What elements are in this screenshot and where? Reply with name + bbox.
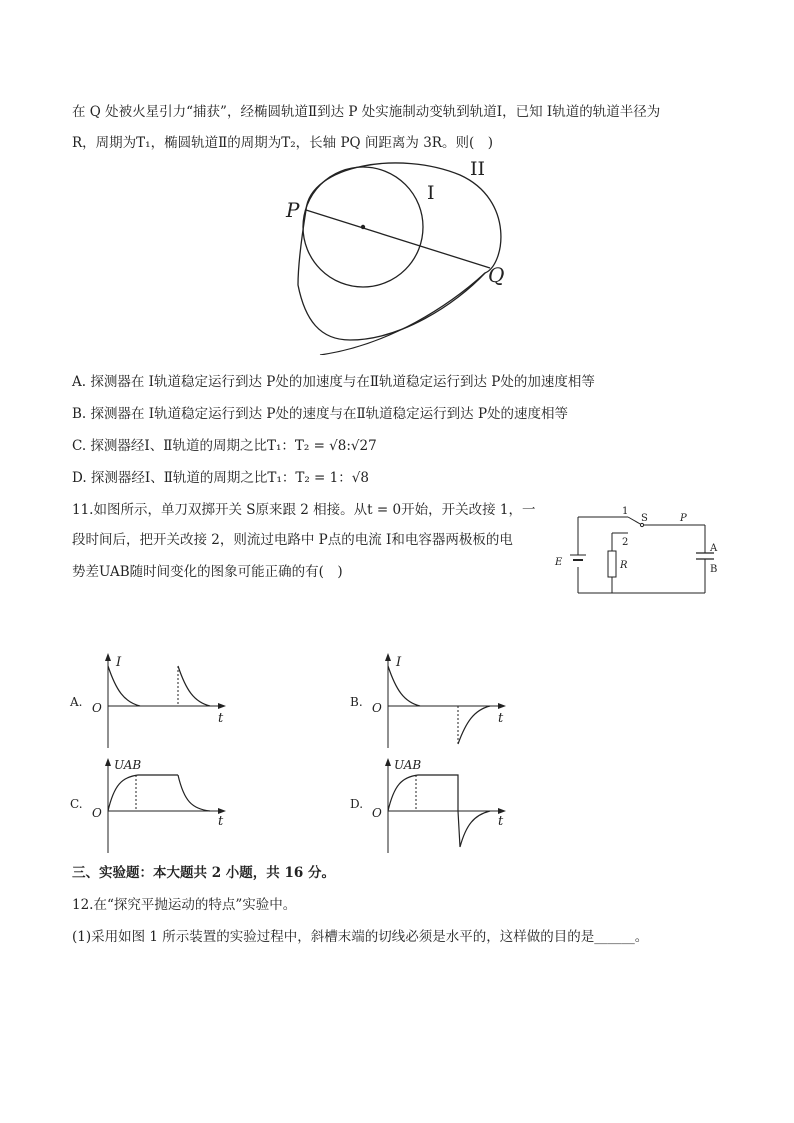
graph-b xyxy=(348,650,518,750)
option-label: B. xyxy=(350,695,363,709)
graph-d xyxy=(348,755,518,855)
q10-option-c: C. 探测器经Ⅰ、Ⅱ轨道的周期之比T₁：T₂ = √8:√27 xyxy=(72,438,377,454)
axis-origin: O xyxy=(92,701,102,715)
point-label-P: P xyxy=(680,513,687,524)
resistor-label-R: R xyxy=(620,560,628,571)
axis-label-x: t xyxy=(498,711,504,726)
axis-label-y: UAB xyxy=(394,758,422,772)
axis-label-y: I xyxy=(396,655,402,670)
cap-label-B: B xyxy=(710,564,718,575)
axis-label-y: I xyxy=(116,655,122,670)
q12-part1: (1)采用如图 1 所示装置的实验过程中，斜槽末端的切线必须是水平的，这样做的目的是______。 xyxy=(72,929,649,945)
switch-pos-2: 2 xyxy=(622,537,629,548)
decay-curve-negative xyxy=(458,706,490,744)
axis-label-x: t xyxy=(218,711,224,726)
decay-curve-positive xyxy=(388,666,420,706)
q11-stem-line3: 势差UAB随时间变化的图象可能正确的有( ) xyxy=(72,564,343,580)
q10-option-b: B. 探测器在 I轨道稳定运行到达 P处的速度与在Ⅱ轨道稳定运行到达 P处的速度相等 xyxy=(72,406,569,422)
q11-stem-line1: 11.如图所示，单刀双掷开关 S原来跟 2 相接。从t = 0开始，开关改接 1，一 xyxy=(72,502,536,518)
q10-stem-line2: R，周期为T₁，椭圆轨道Ⅱ的周期为T₂，长轴 PQ 间距离为 3R。则( ) xyxy=(72,135,493,151)
section3-heading: 三、实验题：本大题共 2 小题，共 16 分。 xyxy=(72,865,335,881)
axis-label-x: t xyxy=(218,814,224,829)
q11-stem-line2: 段时间后，把开关改接 2，则流过电路中 P点的电流 I和电容器两极板的电 xyxy=(72,532,513,548)
reverse-curve xyxy=(458,811,490,847)
resistor xyxy=(608,551,616,577)
discharge-curve xyxy=(178,775,210,811)
incoming-trajectory xyxy=(320,273,485,355)
charge-curve xyxy=(108,775,178,811)
switch-pos-1: 1 xyxy=(622,506,629,517)
orbit-ellipse-II xyxy=(298,163,501,340)
graph-a xyxy=(68,650,238,750)
label-orbit-I: I xyxy=(427,182,435,204)
cap-label-A: A xyxy=(710,543,718,554)
center-dot xyxy=(361,225,365,229)
q10-option-a: A. 探测器在 I轨道稳定运行到达 P处的加速度与在Ⅱ轨道稳定运行到达 P处的加速度相等 xyxy=(72,374,595,390)
option-label: D. xyxy=(350,797,364,811)
axis-origin: O xyxy=(372,806,382,820)
switch-label-S: S xyxy=(641,513,648,524)
option-label: A. xyxy=(70,695,83,709)
charge-curve xyxy=(388,775,458,811)
decay-curve-1 xyxy=(108,666,140,706)
major-axis-PQ xyxy=(306,210,490,268)
axis-origin: O xyxy=(372,701,382,715)
axis-label-x: t xyxy=(498,814,504,829)
switch-blade xyxy=(628,517,642,525)
battery-label-E: E xyxy=(555,557,563,568)
orbit-diagram xyxy=(280,155,520,355)
option-label: C. xyxy=(70,797,83,811)
axis-origin: O xyxy=(92,806,102,820)
label-Q: Q xyxy=(488,263,505,287)
q10-option-d: D. 探测器经Ⅰ、Ⅱ轨道的周期之比T₁：T₂ = 1：√8 xyxy=(72,470,369,486)
label-orbit-II: II xyxy=(470,158,486,180)
graph-c xyxy=(68,755,238,855)
q12-stem: 12.在“探究平抛运动的特点”实验中。 xyxy=(72,897,297,913)
circuit-diagram xyxy=(550,505,730,600)
axis-label-y: UAB xyxy=(114,758,142,772)
label-P: P xyxy=(286,198,300,222)
decay-curve-2 xyxy=(178,666,210,706)
q10-stem-line1: 在 Q 处被火星引力“捕获”，经椭圆轨道Ⅱ到达 P 处实施制动变轨到轨道Ⅰ，已知 I轨道的轨道半径为 xyxy=(72,104,661,120)
